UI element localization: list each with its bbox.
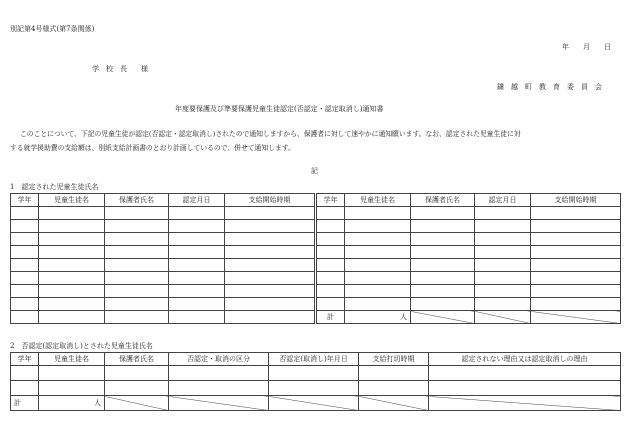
diagonal-cell [429, 396, 621, 411]
diagonal-cell [531, 311, 621, 324]
section2-table [10, 352, 621, 411]
diagonal-cell [269, 396, 359, 411]
header-guardian: 保護者氏名 [411, 194, 475, 207]
table-row [317, 233, 621, 246]
total-row [317, 311, 621, 324]
diagonal-cell [359, 396, 429, 411]
table-row [11, 366, 621, 381]
table-row [11, 311, 315, 324]
table-row [317, 272, 621, 285]
body-line-2: する就学援助費の支給額は、別紙支給計画書のとおり計画しているので、併せて通知します。 [10, 144, 295, 152]
section1-table-left [10, 193, 315, 324]
header-grade: 学年 [11, 194, 39, 207]
header-end: 支給打切時期 [359, 353, 429, 366]
document-title: 年度要保護及び準要保護児童生徒認定(否認定・認定取消し)通知書 [175, 105, 384, 113]
table-row [317, 246, 621, 259]
header-student: 児童生徒名 [345, 194, 411, 207]
table-row [11, 259, 315, 272]
table-row [317, 285, 621, 298]
table-row [317, 259, 621, 272]
header-date: 認定月日 [475, 194, 531, 207]
form-id: 別記第4号様式(第7条関係) [10, 25, 95, 33]
header-grade: 学年 [11, 353, 39, 366]
header-grade: 学年 [317, 194, 345, 207]
diagonal-cell [411, 311, 475, 324]
header-guardian: 保護者氏名 [105, 194, 169, 207]
table-row [11, 381, 621, 396]
header-student: 児童生徒名 [39, 353, 105, 366]
total-label: 計 [317, 311, 345, 324]
total-count-unit: 人 [345, 311, 411, 324]
header-denial-date: 否認定(取消し)年月日 [269, 353, 359, 366]
table-row [11, 298, 315, 311]
table-row [317, 298, 621, 311]
table-row [11, 233, 315, 246]
header-guardian: 保護者氏名 [105, 353, 169, 366]
total-count-unit: 人 [39, 396, 105, 411]
table-row [317, 207, 621, 220]
header-start: 支給開始時期 [225, 194, 315, 207]
diagonal-cell [105, 396, 169, 411]
table-header-row [11, 353, 621, 366]
ki-label: 記 [311, 167, 318, 175]
header-date: 認定月日 [169, 194, 225, 207]
total-row [11, 396, 621, 411]
date-line: 年 月 日 [562, 43, 611, 51]
addressee: 学 校 長 様 [92, 65, 148, 73]
section1-heading: 1 認定された児童生徒氏名 [10, 183, 99, 191]
table-row [11, 246, 315, 259]
table-row [11, 272, 315, 285]
body-line-1: このことについて、下記の児童生徒が認定(否認定・認定取消し)されたので通知しますから、保護者に対して速やかに通知願います。なお、認定された児童生徒に対 [20, 130, 521, 138]
header-category: 否認定・取消の区分 [169, 353, 269, 366]
diagonal-cell [475, 311, 531, 324]
table-header-row [317, 194, 621, 207]
table-header-row [11, 194, 315, 207]
table-row [11, 220, 315, 233]
section2-heading: 2 否認定(認定取消し)とされた児童生徒氏名 [10, 342, 153, 350]
table-row [317, 220, 621, 233]
section1-table-right [316, 193, 621, 324]
header-reason: 認定されない理由又は認定取消しの理由 [429, 353, 621, 366]
issuer: 鑓 越 町 教 育 委 員 会 [497, 83, 602, 91]
diagonal-cell [169, 396, 269, 411]
table-row [11, 285, 315, 298]
header-student: 児童生徒名 [39, 194, 105, 207]
header-start: 支給開始時期 [531, 194, 621, 207]
table-row [11, 207, 315, 220]
total-label: 計 [11, 396, 39, 411]
